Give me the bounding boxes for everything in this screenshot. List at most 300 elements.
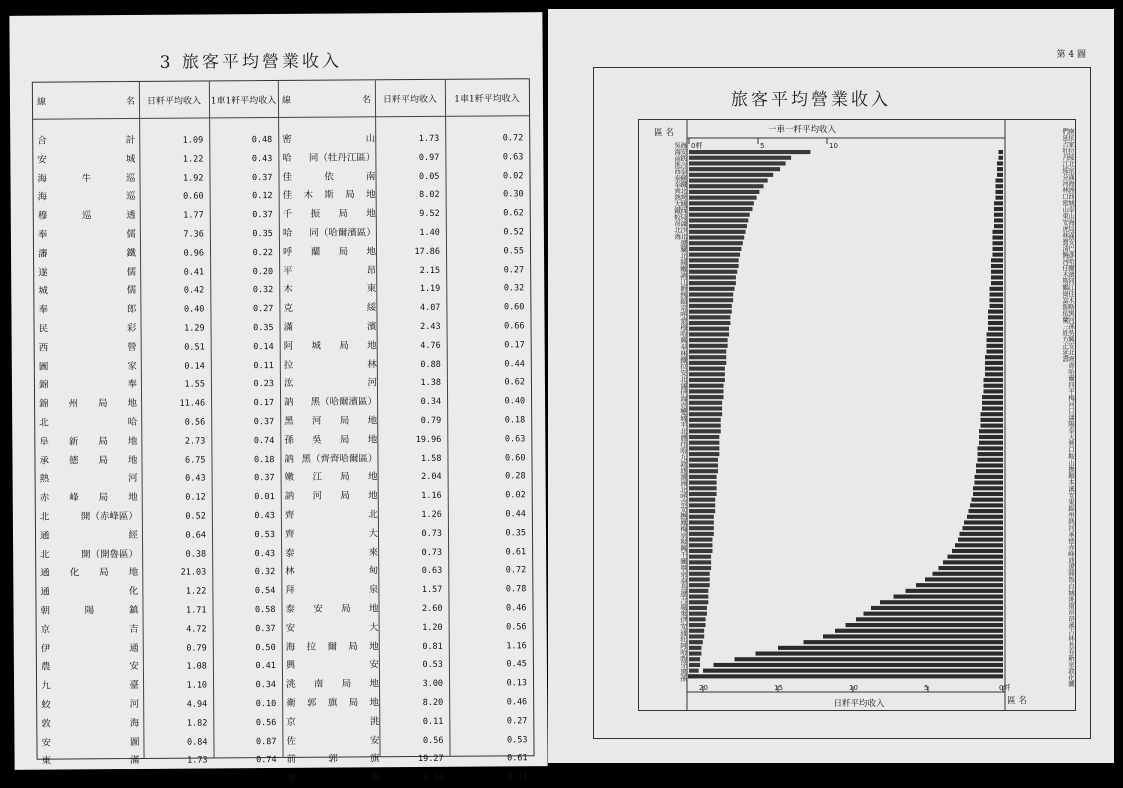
bar-per-km <box>991 281 1003 285</box>
bar-per-car-km <box>689 503 715 507</box>
col-header-per-car-km: 1車1粁平均收入 <box>210 95 277 106</box>
bar-per-km <box>993 235 1004 239</box>
bar-per-car-km <box>689 389 724 393</box>
bar-per-km <box>997 161 1003 165</box>
name-part: 地 <box>368 603 379 615</box>
row-line-name <box>38 209 136 224</box>
bar-per-car-km <box>689 572 710 576</box>
name-part: 拜 <box>285 585 295 597</box>
cell-per-car-km: 0.35 <box>253 323 274 334</box>
name-part: 臺 <box>129 680 140 692</box>
row-line-name <box>39 360 137 375</box>
row-line-name <box>285 602 378 617</box>
col-header-per-km-2: 日粁平均收入 <box>382 94 438 105</box>
bar-per-km <box>987 344 1004 348</box>
bar-per-km <box>963 526 1004 530</box>
bar-per-car-km <box>689 213 750 217</box>
bar-per-km <box>984 389 1004 393</box>
name-part: 城 <box>38 285 48 298</box>
cell-per-km: 1.08 <box>186 661 207 673</box>
cell-per-km: 1.09 <box>182 135 204 146</box>
cell-per-km: 0.96 <box>183 248 205 259</box>
bar-per-car-km <box>689 361 726 365</box>
row-line-name <box>285 546 378 561</box>
bar-per-km <box>906 589 1004 593</box>
row-line-name <box>40 510 138 525</box>
bar-per-km <box>979 429 1003 433</box>
name-part: 海 <box>285 641 296 653</box>
bar-per-km <box>804 640 1004 644</box>
name-part: 局 <box>340 490 350 502</box>
row-line-name <box>284 358 377 373</box>
bar-per-km <box>969 509 1004 513</box>
name-part: 局 <box>345 189 355 201</box>
right-name-header: 區 名 <box>1007 696 1027 706</box>
cell-per-car-km: 0.37 <box>253 417 275 428</box>
row-line-name <box>285 489 378 504</box>
name-part: 赤 <box>39 492 50 504</box>
bar-per-km <box>978 452 1004 456</box>
bar-per-km <box>916 583 1003 587</box>
name-part: 地 <box>128 567 139 579</box>
row-line-name <box>37 134 135 149</box>
cell-per-km: 19.27 <box>417 754 444 765</box>
cell-per-km: 1.82 <box>186 718 208 729</box>
name-part: 黑（哈爾濱區） <box>310 396 378 408</box>
name-part: 佳 <box>282 190 293 202</box>
bar-per-km <box>991 258 1003 262</box>
cell-per-car-km: 0.52 <box>503 227 524 238</box>
cell-per-car-km: 0.48 <box>251 135 273 146</box>
name-part: 陽 <box>84 605 95 617</box>
name-part: 北 <box>368 509 378 521</box>
name-part: 奉 <box>37 229 48 241</box>
bar-per-car-km <box>689 538 712 542</box>
name-part: 地 <box>367 415 378 427</box>
cell-per-car-km: 0.55 <box>503 246 525 257</box>
cell-per-car-km: 0.23 <box>253 379 274 390</box>
name-part: 德 <box>68 454 79 467</box>
bar-per-car-km <box>689 310 732 314</box>
bar-per-car-km <box>689 384 724 388</box>
cell-per-km: 8.02 <box>419 190 440 201</box>
bar-per-km <box>823 634 1003 638</box>
name-part: 化 <box>69 567 80 579</box>
bar-per-km <box>703 669 1003 673</box>
cell-per-km: 0.38 <box>185 549 207 560</box>
cell-per-car-km: 0.56 <box>506 622 527 633</box>
row-line-name <box>41 717 139 732</box>
cell-per-km: 1.73 <box>418 133 440 145</box>
name-part: 海 <box>129 717 140 729</box>
name-part: 郭 <box>307 697 317 709</box>
cell-per-car-km: 0.58 <box>255 605 276 616</box>
top-tick-label: 0粁 <box>691 142 703 150</box>
bar-per-km <box>880 600 1003 604</box>
bar-per-km <box>993 230 1004 234</box>
bar-per-car-km <box>689 606 707 610</box>
name-part: 安 <box>37 154 47 166</box>
cell-per-car-km: 0.44 <box>504 358 525 370</box>
bar-per-car-km <box>689 612 707 616</box>
name-part: 汯 <box>283 378 294 390</box>
cell-per-km: 0.73 <box>421 547 443 558</box>
cell-per-km: 1.16 <box>421 491 442 502</box>
cell-per-km: 9.52 <box>419 209 440 220</box>
bar-per-km <box>975 475 1004 479</box>
name-part: 經 <box>128 529 139 541</box>
cell-per-km: 0.41 <box>183 267 205 278</box>
name-part: 阿 <box>283 340 294 352</box>
bar-per-car-km <box>689 532 714 536</box>
cell-per-car-km: 0.37 <box>255 623 276 634</box>
name-part: 同（牡丹江區） <box>308 152 376 164</box>
bar-per-km <box>943 560 1003 564</box>
bar-per-car-km <box>689 555 711 559</box>
name-part: 鐵 <box>126 247 137 259</box>
name-part: 營 <box>127 341 137 353</box>
name-part: 京 <box>286 716 296 728</box>
bar-per-car-km <box>689 349 726 353</box>
bar-per-km <box>985 367 1003 371</box>
revenue-table <box>32 78 535 785</box>
cell-per-km: 1.22 <box>182 154 204 165</box>
bar-per-car-km <box>689 270 737 274</box>
row-line-name <box>39 454 137 469</box>
name-part: 局 <box>340 471 350 483</box>
name-part: 振 <box>310 208 321 220</box>
name-part: 地 <box>369 697 380 709</box>
row-line-name <box>284 452 377 467</box>
bar-per-car-km <box>689 441 719 445</box>
bar-per-car-km <box>689 367 725 371</box>
bar-chart <box>638 119 1076 711</box>
bar-per-km <box>991 275 1003 279</box>
cell-per-car-km: 0.72 <box>502 133 524 144</box>
cell-per-car-km: 0.27 <box>503 264 525 276</box>
bar-per-car-km <box>689 463 718 467</box>
bar-per-km <box>973 486 1003 490</box>
name-part: 圖 <box>129 736 140 748</box>
name-part: 洮 <box>369 716 380 728</box>
bar-per-car-km <box>689 657 700 661</box>
cell-per-car-km: 0.02 <box>502 170 524 182</box>
name-part: 圖 <box>38 361 49 373</box>
name-part: 地 <box>127 398 138 410</box>
cell-per-km: 21.03 <box>180 567 207 579</box>
bar-per-km <box>982 401 1003 405</box>
bar-per-km <box>990 298 1004 302</box>
name-part: 局 <box>348 697 359 709</box>
bar-per-km <box>999 156 1004 160</box>
cell-per-km: 0.64 <box>185 530 207 541</box>
bar-per-car-km <box>689 156 791 160</box>
name-part: 南 <box>313 678 324 690</box>
cell-per-km: 1.71 <box>186 605 207 616</box>
bar-per-km <box>981 418 1004 422</box>
bar-per-km <box>846 623 1004 627</box>
col-header-line-name: 線 名 <box>36 96 136 108</box>
bar-per-car-km <box>689 338 728 342</box>
name-part: 局 <box>98 435 108 448</box>
name-part: 林 <box>285 566 295 578</box>
cell-per-km: 0.53 <box>422 660 443 671</box>
cell-per-km: 0.14 <box>184 361 205 372</box>
row-line-name <box>41 736 139 751</box>
bar-per-km <box>990 292 1004 296</box>
bar-per-car-km <box>689 446 719 450</box>
cell-per-km: 4.07 <box>419 303 441 314</box>
name-part: 訥 <box>284 491 295 503</box>
bar-per-km <box>988 315 1003 319</box>
bar-per-car-km <box>689 355 726 359</box>
row-line-name <box>283 226 376 241</box>
name-part: 平 <box>283 265 293 277</box>
cell-per-km: 1.55 <box>184 379 205 391</box>
row-line-name <box>40 548 138 563</box>
bar-per-car-km <box>689 617 706 621</box>
cell-per-km: 1.40 <box>419 227 440 239</box>
bar-per-km <box>990 287 1004 291</box>
name-part: 局 <box>338 208 348 220</box>
bar-per-car-km <box>689 492 717 496</box>
bar-per-km <box>688 674 1003 678</box>
bar-per-km <box>871 606 1003 610</box>
bar-per-car-km <box>689 281 736 285</box>
cell-per-car-km: 0.72 <box>505 565 527 576</box>
row-line-name <box>286 677 379 692</box>
name-part: 前 <box>286 754 297 766</box>
name-part: 鎮 <box>128 604 139 617</box>
bar-per-km <box>955 543 1003 547</box>
bar-per-km <box>988 321 1003 325</box>
bar-per-car-km <box>689 600 708 604</box>
cell-per-km: 0.51 <box>184 342 205 353</box>
name-part: 安 <box>129 661 139 673</box>
bar-per-car-km <box>689 595 708 599</box>
cell-per-car-km: 0.01 <box>254 492 275 503</box>
bar-per-km <box>987 349 1004 353</box>
left-page <box>9 12 547 785</box>
cell-per-km: 0.43 <box>185 473 206 485</box>
top-tick-label: 10 <box>829 142 838 150</box>
cell-per-km: 19.96 <box>415 434 442 445</box>
cell-per-car-km: 0.62 <box>503 208 524 219</box>
bar-per-car-km <box>689 401 722 405</box>
cell-per-car-km: 0.60 <box>503 302 525 313</box>
name-part: 河 <box>128 473 138 485</box>
name-part: 北 <box>39 417 49 429</box>
bar-per-km <box>981 424 1004 428</box>
name-part: 山 <box>365 133 376 145</box>
row-line-name <box>40 604 138 619</box>
name-part: 巡 <box>125 172 136 184</box>
name-part: 朝 <box>40 605 51 617</box>
name-part: 阜 <box>39 436 49 448</box>
cell-per-car-km: 0.56 <box>255 717 277 728</box>
row-line-name <box>287 753 380 768</box>
cell-per-km: 0.97 <box>418 152 440 163</box>
bar-per-car-km <box>689 424 721 428</box>
bar-per-car-km <box>689 623 706 627</box>
row-line-name <box>283 208 376 223</box>
cell-per-km: 0.42 <box>183 285 205 297</box>
name-part: 蛟 <box>41 699 51 711</box>
name-part: 通 <box>40 586 50 598</box>
row-line-name <box>284 433 377 448</box>
name-part: 哈 <box>127 416 138 429</box>
cell-per-km: 6.75 <box>184 455 206 466</box>
name-part: 京 <box>40 624 51 636</box>
bar-per-km <box>778 646 1003 650</box>
cell-per-car-km: 0.17 <box>253 398 275 409</box>
col-header-per-car-km-2: 1車1粁平均收入 <box>454 93 520 105</box>
bar-per-km <box>933 572 1004 576</box>
name-part: 克 <box>283 303 293 315</box>
bar-per-car-km <box>689 435 719 439</box>
cell-per-car-km: 0.45 <box>506 659 527 670</box>
row-line-name <box>286 696 379 711</box>
name-part: 熱 <box>39 473 50 486</box>
name-part: 地 <box>366 246 377 258</box>
cell-per-km: 0.56 <box>184 417 206 428</box>
name-part: 地 <box>127 435 138 447</box>
name-part: 南 <box>365 170 376 182</box>
cell-per-car-km: 0.53 <box>506 734 528 746</box>
row-line-name <box>285 527 378 542</box>
cell-per-km: 0.11 <box>422 716 444 727</box>
row-line-name <box>285 565 378 580</box>
bar-per-km <box>975 481 1004 485</box>
cell-per-km: 2.04 <box>421 472 442 483</box>
name-part: 郎 <box>126 304 137 316</box>
cell-per-car-km: 0.41 <box>255 661 276 672</box>
row-line-name <box>287 771 380 786</box>
row-line-name <box>284 339 377 354</box>
name-part: 孫 <box>284 434 294 446</box>
name-part: 地 <box>367 434 378 446</box>
bar-per-car-km <box>689 184 764 188</box>
row-line-name <box>39 378 137 393</box>
name-part: 旗 <box>327 697 338 709</box>
bar-per-car-km <box>689 196 757 200</box>
bar-per-km <box>994 213 1003 217</box>
row-line-name <box>40 585 138 600</box>
cell-per-car-km: 0.66 <box>504 321 525 332</box>
bar-per-car-km <box>689 264 739 268</box>
bar-per-car-km <box>689 224 747 228</box>
cell-per-car-km: 0.18 <box>253 454 275 465</box>
cell-per-km: 2.43 <box>420 321 441 333</box>
cell-per-car-km: 0.78 <box>505 584 527 595</box>
bar-per-car-km <box>689 258 739 262</box>
cell-per-car-km: 0.40 <box>504 396 526 407</box>
cell-per-km: 1.92 <box>182 173 204 184</box>
bar-per-car-km <box>689 344 728 348</box>
bar-per-km <box>925 577 1003 581</box>
name-part: 局 <box>339 415 350 427</box>
bar-per-km <box>856 617 1003 621</box>
name-part: 新 <box>68 436 79 448</box>
row-line-name <box>42 754 140 769</box>
bar-per-car-km <box>689 395 724 399</box>
bar-per-car-km <box>689 640 703 644</box>
cell-per-km: 4.76 <box>420 340 441 351</box>
name-part: 齊 <box>284 509 295 521</box>
name-part: 斯 <box>324 189 334 202</box>
cell-per-car-km: 0.32 <box>252 285 274 296</box>
bar-per-car-km <box>689 207 752 211</box>
name-part: 局 <box>98 492 109 504</box>
cell-per-km: 11.46 <box>179 398 206 409</box>
row-line-name <box>283 264 376 279</box>
bar-per-km <box>994 224 1003 228</box>
bar-per-km <box>987 332 1004 336</box>
name-part: 滿 <box>283 321 294 333</box>
right-region-names: 南依家拉綏北京滿海洲西城奉山海局滿安巴彥哈爾濱同江佳木斯黑河孫吳興安北齊齊哈爾四平梅河口瀋陽奉天營口鞍山撫順本溪安東錦州熱河承德赤峰通遼開魯白城洮南昂昂溪吉林長春新京敦化圖們延吉牡丹江綏芬河林口密山東安虎林寶清饒河佳木斯鶴崗富錦依蘭三姓方正延壽 <box>1061 128 1075 687</box>
name-part: 牛 <box>81 172 92 184</box>
cell-per-km: 1.19 <box>419 284 441 295</box>
name-part: 儒 <box>126 228 136 241</box>
name-part: 木 <box>303 190 314 202</box>
name-part: 開（開魯區） <box>81 548 139 560</box>
bar-per-car-km <box>689 543 712 547</box>
bar-per-km <box>981 412 1004 416</box>
cell-per-car-km: 0.61 <box>505 546 527 558</box>
cell-per-km: 1.57 <box>421 585 443 596</box>
bar-per-km <box>972 498 1004 502</box>
name-part: 敦 <box>41 718 51 730</box>
figure-number: 第 4 圖 <box>1056 50 1086 60</box>
page-title: 3 旅客平均營業收入 <box>159 51 343 73</box>
cell-per-car-km: 0.61 <box>507 753 528 764</box>
cell-per-car-km: 0.35 <box>252 229 273 240</box>
row-line-name <box>282 151 375 166</box>
bar-per-car-km <box>689 292 733 296</box>
cell-per-car-km: 0.27 <box>252 304 274 315</box>
row-line-name <box>39 397 137 412</box>
name-part: 洮 <box>286 679 296 691</box>
cell-per-km: 0.73 <box>421 528 443 539</box>
name-part: 泉 <box>368 584 379 596</box>
bar-per-car-km <box>689 235 744 239</box>
bar-per-km <box>973 492 1003 496</box>
cell-per-car-km: 0.22 <box>252 247 274 258</box>
cell-per-km: 1.10 <box>186 680 208 691</box>
bar-per-km <box>994 207 1003 211</box>
row-line-name <box>41 679 139 694</box>
bar-per-km <box>990 304 1004 308</box>
row-line-name <box>41 698 139 713</box>
name-part: 衛 <box>286 697 296 709</box>
cell-per-car-km: 0.44 <box>505 509 526 520</box>
cell-per-car-km: 0.37 <box>254 473 275 484</box>
cell-per-car-km: 0.63 <box>504 434 526 445</box>
bar-per-car-km <box>689 418 721 422</box>
name-part: 地 <box>127 454 138 466</box>
bar-per-km <box>714 663 1004 667</box>
bar-per-km <box>979 441 1003 445</box>
bar-per-car-km <box>689 230 746 234</box>
name-part: 局 <box>98 398 108 410</box>
row-line-name <box>283 283 376 298</box>
cell-per-km: 0.84 <box>186 737 208 748</box>
cell-per-car-km: 0.53 <box>254 529 276 540</box>
row-line-name <box>40 472 138 487</box>
bar-per-car-km <box>689 372 725 376</box>
cell-per-car-km: 0.54 <box>254 586 276 597</box>
name-part: 濱 <box>367 321 377 333</box>
